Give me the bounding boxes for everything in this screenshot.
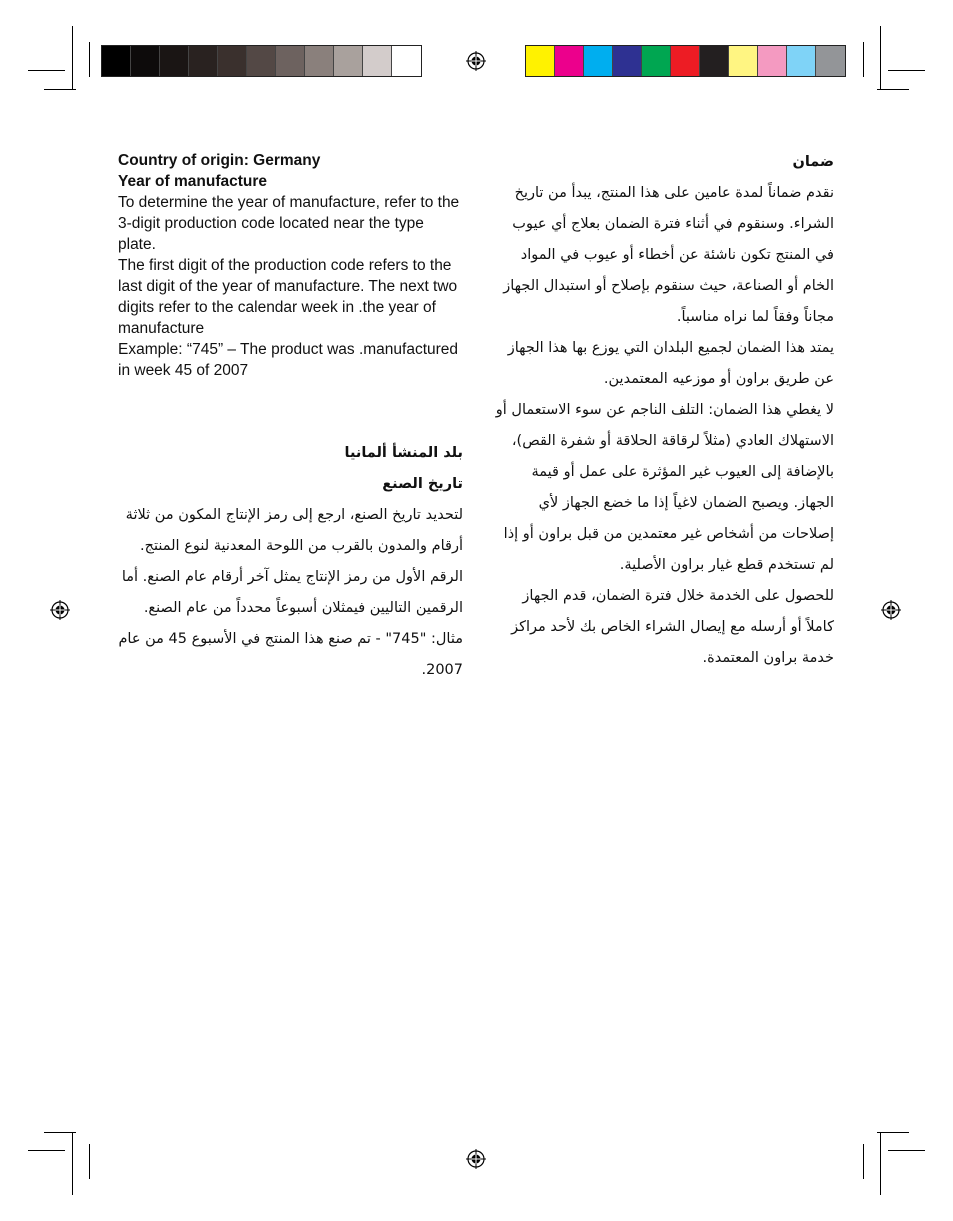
color-swatch <box>816 46 845 76</box>
color-swatch <box>305 46 334 76</box>
paragraph: الرقم الأول من رمز الإنتاج يمثل آخر أرقام عام الصنع. أما الرقمين التاليين فيمثلان أسبوعاً محدداً من عام الصنع. <box>121 569 463 616</box>
grayscale-color-bar <box>101 45 422 77</box>
paragraph: لتحديد تاريخ الصنع، ارجع إلى رمز الإنتاج المكون من ثلاثة أرقام والمدون بالقرب من اللوحة المعدنية لنوع المنتج. <box>125 507 463 554</box>
year-heading: Year of manufacture <box>118 173 268 190</box>
crop-mark <box>880 1132 881 1195</box>
paragraph: لا يغطي هذا الضمان: التلف الناجم عن سوء الاستعمال أو الاستهلاك العادي (مثلاً لرقاقة الحلاقة أو شفرة القص)، بالإضافة إلى العيوب غير المؤثرة على عمل أو قيمة الجهاز. ويصبح الضمان لاغياً إذا ما خضع الجهاز لأي إصلاحات من أشخاص غير معتمدين من قبل براون أو إذا لم تستخدم قطع غيار براون الأصلية. <box>495 402 834 573</box>
crop-mark <box>44 89 76 90</box>
color-swatch <box>131 46 160 76</box>
crop-mark <box>72 26 73 89</box>
country-heading: بلد المنشأ ألمانيا <box>344 445 463 461</box>
color-swatch <box>729 46 758 76</box>
color-swatch <box>102 46 131 76</box>
crop-mark <box>28 70 65 71</box>
arabic-warranty-section <box>492 147 834 674</box>
crop-mark <box>72 1132 73 1195</box>
paragraph: نقدم ضماناً لمدة عامين على هذا المنتج، يبدأ من تاريخ الشراء. وسنقوم في أثناء فترة الضمان بعلاج أي عيوب في المنتج تكون ناشئة عن أخطاء أو عيوب في المواد الخام أو الصناعة، حيث سنقوم بإصلاح أو استبدال الجهاز مجاناً وفقاً لما نراه مناسباً. <box>503 185 834 325</box>
english-origin-section <box>118 150 463 381</box>
registration-mark-icon <box>881 600 901 620</box>
crop-mark <box>89 1144 90 1179</box>
paragraph: To determine the year of manufacture, refer to the 3-digit production code located near the type plate. <box>118 194 460 253</box>
process-color-bar <box>525 45 846 77</box>
paragraph: The first digit of the production code refers to the last digit of the year of manufacture. The next two digits refer to the calendar week in .the year of manufacture <box>118 257 458 337</box>
crop-mark <box>877 89 909 90</box>
arabic-origin-section <box>118 438 463 686</box>
crop-mark <box>863 42 864 77</box>
crop-mark <box>44 1132 76 1133</box>
crop-mark <box>877 1132 909 1133</box>
color-swatch <box>642 46 671 76</box>
crop-mark <box>28 1150 65 1151</box>
color-swatch <box>787 46 816 76</box>
color-swatch <box>160 46 189 76</box>
color-swatch <box>758 46 787 76</box>
color-swatch <box>276 46 305 76</box>
crop-mark <box>888 1150 925 1151</box>
crop-mark <box>888 70 925 71</box>
crop-mark <box>863 1144 864 1179</box>
crop-mark <box>880 26 881 89</box>
color-swatch <box>613 46 642 76</box>
crop-mark <box>89 42 90 77</box>
paragraph: Example: “745” – The product was .manufactured in week 45 of 2007 <box>118 341 459 379</box>
color-swatch <box>392 46 421 76</box>
registration-mark-icon <box>466 51 486 71</box>
color-swatch <box>671 46 700 76</box>
paragraph: يمتد هذا الضمان لجميع البلدان التي يوزع بها هذا الجهاز عن طريق براون أو موزعيه المعتمدين. <box>507 340 834 387</box>
color-swatch <box>584 46 613 76</box>
country-of-origin: Country of origin: Germany <box>118 152 321 169</box>
color-swatch <box>189 46 218 76</box>
color-swatch <box>555 46 584 76</box>
registration-mark-icon <box>466 1149 486 1169</box>
year-heading: تاريخ الصنع <box>382 476 463 492</box>
warranty-heading: ضمان <box>792 154 834 170</box>
color-swatch <box>700 46 729 76</box>
color-swatch <box>218 46 247 76</box>
paragraph: مثال: "745" - تم صنع هذا المنتج في الأسبوع 45 من عام 2007. <box>118 631 463 678</box>
color-swatch <box>363 46 392 76</box>
color-swatch <box>334 46 363 76</box>
paragraph: للحصول على الخدمة خلال فترة الضمان، قدم الجهاز كاملاً أو أرسله مع إيصال الشراء الخاص بك لأحد مراكز خدمة براون المعتمدة. <box>511 588 834 666</box>
registration-mark-icon <box>50 600 70 620</box>
color-swatch <box>247 46 276 76</box>
color-swatch <box>526 46 555 76</box>
